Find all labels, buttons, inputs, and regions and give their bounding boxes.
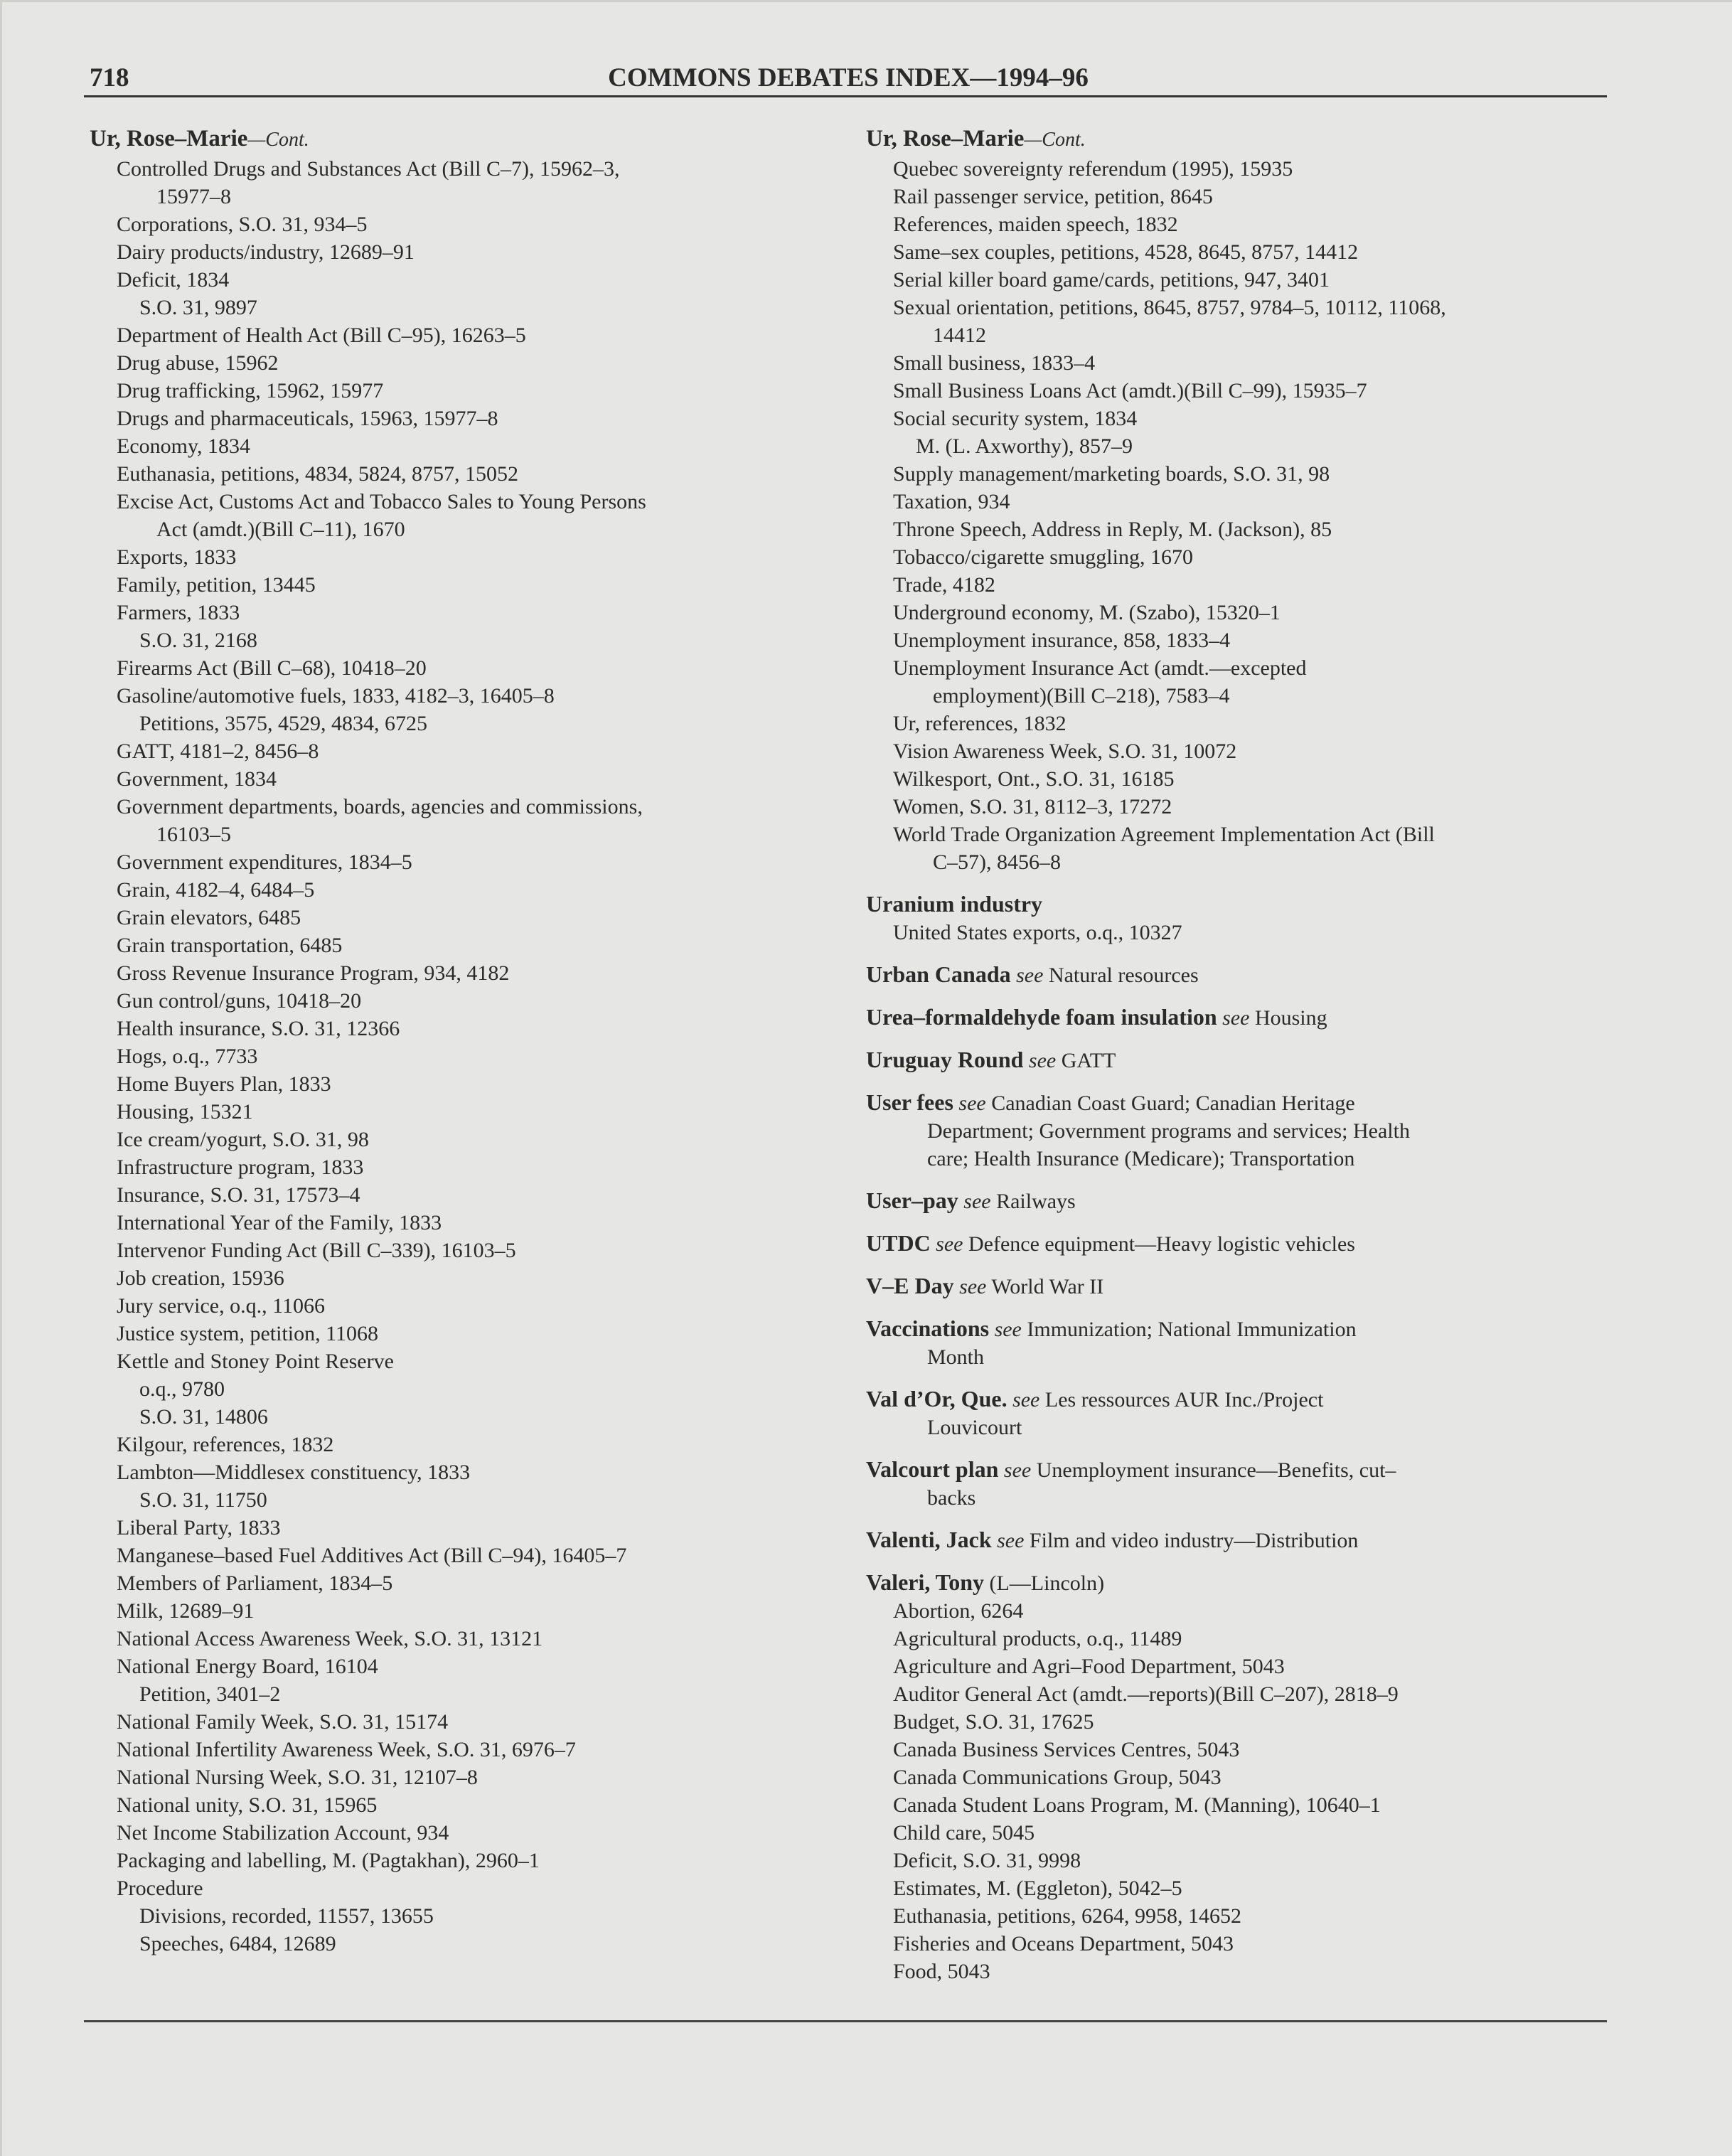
- see-reference-target: Les ressources AUR Inc./Project: [1044, 1388, 1324, 1411]
- index-subentry: Department of Health Act (Bill C–95), 16263–5: [117, 324, 526, 347]
- index-subentry: 14412: [933, 324, 986, 347]
- index-subentry: S.O. 31, 2168: [139, 629, 257, 652]
- index-subentry: References, maiden speech, 1832: [893, 213, 1178, 236]
- index-subentry: Louvicourt: [927, 1416, 1022, 1439]
- index-subentry: Food, 5043: [893, 1960, 990, 1983]
- index-subentry: o.q., 9780: [139, 1377, 225, 1401]
- index-subentry: Kettle and Stoney Point Reserve: [117, 1350, 394, 1373]
- index-subentry: Small Business Loans Act (amdt.)(Bill C–99), 15935–7: [893, 379, 1367, 402]
- index-entry: [866, 1456, 1627, 1512]
- index-subentry: Throne Speech, Address in Reply, M. (Jackson), 85: [893, 518, 1332, 541]
- index-entry: [866, 1089, 1627, 1173]
- entry-list: [866, 890, 1627, 1985]
- index-entry: [866, 1229, 1627, 1258]
- entry-name: Vaccinations: [866, 1316, 990, 1341]
- index-entry-line: [866, 1272, 1627, 1301]
- index-subentry: Grain transportation, 6485: [117, 934, 343, 957]
- page-number: 718: [90, 63, 129, 92]
- see-reference-label: see: [958, 1092, 986, 1115]
- index-subentry: S.O. 31, 9897: [139, 296, 257, 319]
- index-subentry: Controlled Drugs and Substances Act (Bill C–7), 15962–3,: [117, 157, 620, 181]
- entry-affiliation: (L—Lincoln): [989, 1571, 1105, 1595]
- index-subentry: Farmers, 1833: [117, 601, 240, 624]
- index-subentry: Taxation, 934: [893, 490, 1010, 513]
- index-subentry: GATT, 4181–2, 8456–8: [117, 740, 319, 763]
- index-subentry: Firearms Act (Bill C–68), 10418–20: [117, 656, 427, 680]
- see-reference-label: see: [1012, 1388, 1040, 1411]
- index-subentry: S.O. 31, 14806: [139, 1405, 268, 1429]
- index-subentry: Exports, 1833: [117, 545, 237, 569]
- index-subentry: Jury service, o.q., 11066: [117, 1294, 325, 1318]
- entry-name: Urban Canada: [866, 961, 1011, 987]
- index-subentry: Petition, 3401–2: [139, 1682, 281, 1706]
- index-entry: [866, 1385, 1627, 1441]
- index-subentry: Vision Awareness Week, S.O. 31, 10072: [893, 740, 1237, 763]
- entry-name: Ur, Rose–Marie: [866, 126, 1025, 151]
- index-subentry: Infrastructure program, 1833: [117, 1156, 364, 1179]
- index-subentry: Agricultural products, o.q., 11489: [893, 1627, 1182, 1650]
- entry-name: Urea–formaldehyde foam insulation: [866, 1004, 1217, 1030]
- index-subentry: Hogs, o.q., 7733: [117, 1045, 258, 1068]
- index-subentry: S.O. 31, 11750: [139, 1488, 267, 1512]
- index-subentry: Milk, 12689–91: [117, 1599, 255, 1623]
- index-subentry: Procedure: [117, 1877, 203, 1900]
- index-subentry: backs: [927, 1486, 976, 1510]
- entry-name: Uranium industry: [866, 891, 1043, 917]
- index-subentry: Family, petition, 13445: [117, 573, 316, 597]
- index-subentry: Serial killer board game/cards, petitions, 947, 3401: [893, 268, 1330, 292]
- see-reference-label: see: [994, 1318, 1022, 1341]
- index-subentry: Government expenditures, 1834–5: [117, 850, 412, 874]
- index-subentry: Drugs and pharmaceuticals, 15963, 15977–8: [117, 407, 498, 430]
- page-edge: [0, 0, 2, 2156]
- header-rule: [84, 95, 1607, 97]
- index-entry-line: [866, 1089, 1627, 1117]
- index-subentry: Government departments, boards, agencies and commissions,: [117, 795, 643, 818]
- see-reference-label: see: [1016, 964, 1044, 987]
- index-subentry: Deficit, S.O. 31, 9998: [893, 1849, 1081, 1872]
- index-subentry: Justice system, petition, 11068: [117, 1322, 379, 1345]
- see-reference-label: see: [1222, 1006, 1250, 1030]
- entry-name: V–E Day: [866, 1273, 954, 1298]
- index-subentry: Same–sex couples, petitions, 4528, 8645, 8757, 14412: [893, 240, 1359, 264]
- index-subentry: Economy, 1834: [117, 434, 251, 458]
- index-subentry: 16103–5: [156, 823, 231, 846]
- index-subentry: Ur, references, 1832: [893, 712, 1067, 735]
- index-subentry: Canada Student Loans Program, M. (Manning), 10640–1: [893, 1793, 1381, 1817]
- see-reference-target: Film and video industry—Distribution: [1029, 1529, 1359, 1552]
- index-subentry: Dairy products/industry, 12689–91: [117, 240, 415, 264]
- index-subentry: Auditor General Act (amdt.—reports)(Bill C–207), 2818–9: [893, 1682, 1399, 1706]
- index-subentry: 15977–8: [156, 185, 231, 208]
- index-entry-line: [866, 890, 1627, 919]
- left-column: [90, 125, 850, 1958]
- index-subentry: Corporations, S.O. 31, 934–5: [117, 213, 368, 236]
- index-subentry: International Year of the Family, 1833: [117, 1211, 442, 1234]
- index-entry: [866, 961, 1627, 989]
- index-entry-line: [866, 1229, 1627, 1258]
- index-subentry: World Trade Organization Agreement Implementation Act (Bill: [893, 823, 1435, 846]
- index-subentry: Unemployment insurance, 858, 1833–4: [893, 629, 1231, 652]
- see-reference-target: Housing: [1254, 1006, 1327, 1030]
- index-subentry: employment)(Bill C–218), 7583–4: [933, 684, 1230, 708]
- continued-tag: —Cont.: [1024, 129, 1086, 151]
- index-subentry: Budget, S.O. 31, 17625: [893, 1710, 1094, 1734]
- index-subentry: Abortion, 6264: [893, 1599, 1024, 1623]
- index-subentry: Gun control/guns, 10418–20: [117, 989, 362, 1013]
- footer-rule: [84, 2020, 1607, 2022]
- index-subentry: Excise Act, Customs Act and Tobacco Sales to Young Persons: [117, 490, 646, 513]
- right-column: [866, 125, 1627, 1985]
- see-reference-target: Canadian Coast Guard; Canadian Heritage: [991, 1092, 1355, 1115]
- index-subentry: Net Income Stabilization Account, 934: [117, 1821, 449, 1845]
- index-subentry: Drug abuse, 15962: [117, 351, 279, 375]
- index-subentry: Agriculture and Agri–Food Department, 5043: [893, 1655, 1285, 1678]
- see-reference-target: GATT: [1061, 1049, 1116, 1072]
- index-entry: [866, 1187, 1627, 1215]
- index-subentry: Fisheries and Oceans Department, 5043: [893, 1932, 1234, 1955]
- index-subentry: Grain elevators, 6485: [117, 906, 301, 929]
- index-subentry: National unity, S.O. 31, 15965: [117, 1793, 378, 1817]
- index-subentry: Estimates, M. (Eggleton), 5042–5: [893, 1877, 1182, 1900]
- entry-name: Valcourt plan: [866, 1456, 999, 1482]
- index-subentry: Insurance, S.O. 31, 17573–4: [117, 1183, 360, 1207]
- index-subentry: Packaging and labelling, M. (Pagtakhan), 2960–1: [117, 1849, 540, 1872]
- see-reference-label: see: [936, 1232, 963, 1256]
- index-subentry: Speeches, 6484, 12689: [139, 1932, 336, 1955]
- index-subentry: Sexual orientation, petitions, 8645, 8757, 9784–5, 10112, 11068,: [893, 296, 1446, 319]
- see-reference-label: see: [1028, 1049, 1057, 1072]
- see-reference-label: see: [963, 1190, 991, 1213]
- entry-name: Ur, Rose–Marie: [90, 126, 248, 151]
- page-edge: [0, 0, 1732, 2]
- see-reference-label: see: [1003, 1458, 1032, 1482]
- index-subentry: Canada Business Services Centres, 5043: [893, 1738, 1240, 1761]
- index-subentry: Gasoline/automotive fuels, 1833, 4182–3, 16405–8: [117, 684, 555, 708]
- see-reference-label: see: [997, 1529, 1025, 1552]
- see-reference-target: Immunization; National Immunization: [1027, 1318, 1357, 1341]
- index-subentry: Manganese–based Fuel Additives Act (Bill C–94), 16405–7: [117, 1544, 627, 1567]
- index-subentry: Rail passenger service, petition, 8645: [893, 185, 1213, 208]
- index-subentry: Divisions, recorded, 11557, 13655: [139, 1904, 434, 1928]
- subentry-list: [90, 155, 850, 1958]
- index-subentry: Petitions, 3575, 4529, 4834, 6725: [139, 712, 428, 735]
- index-entry-line: [866, 1569, 1627, 1597]
- index-subentry: M. (L. Axworthy), 857–9: [916, 434, 1133, 458]
- index-subentry: Small business, 1833–4: [893, 351, 1096, 375]
- see-reference-label: see: [959, 1275, 987, 1298]
- index-subentry: Grain, 4182–4, 6484–5: [117, 878, 315, 902]
- entry-name: UTDC: [866, 1230, 931, 1256]
- index-subentry: Liberal Party, 1833: [117, 1516, 281, 1539]
- see-reference-target: World War II: [991, 1275, 1104, 1298]
- index-subentry: Quebec sovereignty referendum (1995), 15935: [893, 157, 1293, 181]
- index-subentry: National Nursing Week, S.O. 31, 12107–8: [117, 1766, 478, 1789]
- index-subentry: Euthanasia, petitions, 6264, 9958, 14652: [893, 1904, 1241, 1928]
- index-subentry: Unemployment Insurance Act (amdt.—excepted: [893, 656, 1307, 680]
- index-entry-line: [866, 1456, 1627, 1484]
- index-entry-line: [866, 1315, 1627, 1343]
- index-subentry: National Energy Board, 16104: [117, 1655, 378, 1678]
- see-reference-target: Defence equipment—Heavy logistic vehicles: [968, 1232, 1355, 1256]
- continued-tag: —Cont.: [247, 129, 309, 151]
- index-subentry: Trade, 4182: [893, 573, 995, 597]
- index-entry-line: [866, 961, 1627, 989]
- index-entry: [866, 1526, 1627, 1554]
- index-entry: [866, 1315, 1627, 1371]
- index-subentry: Job creation, 15936: [117, 1266, 284, 1290]
- index-subentry: care; Health Insurance (Medicare); Transportation: [927, 1147, 1355, 1170]
- index-subentry: Government, 1834: [117, 767, 277, 791]
- index-subentry: Drug trafficking, 15962, 15977: [117, 379, 384, 402]
- index-subentry: Lambton—Middlesex constituency, 1833: [117, 1461, 471, 1484]
- index-subentry: National Infertility Awareness Week, S.O. 31, 6976–7: [117, 1738, 576, 1761]
- entry-name: User–pay: [866, 1188, 958, 1213]
- index-subentry: Health insurance, S.O. 31, 12366: [117, 1017, 400, 1040]
- see-reference-target: Unemployment insurance—Benefits, cut–: [1036, 1458, 1396, 1482]
- index-subentry: Members of Parliament, 1834–5: [117, 1571, 393, 1595]
- index-subentry: Deficit, 1834: [117, 268, 230, 292]
- index-subentry: Social security system, 1834: [893, 407, 1138, 430]
- index-subentry: National Access Awareness Week, S.O. 31, 13121: [117, 1627, 543, 1650]
- index-entry-line: [866, 1526, 1627, 1554]
- index-entry: [866, 1272, 1627, 1301]
- index-subentry: Canada Communications Group, 5043: [893, 1766, 1222, 1789]
- index-subentry: Kilgour, references, 1832: [117, 1433, 334, 1456]
- see-reference-target: Natural resources: [1048, 964, 1199, 987]
- index-entry-line: [866, 1187, 1627, 1215]
- index-entry: [866, 890, 1627, 946]
- index-subentry: Wilkesport, Ont., S.O. 31, 16185: [893, 767, 1175, 791]
- index-subentry: Month: [927, 1345, 985, 1369]
- see-reference-target: Railways: [996, 1190, 1076, 1213]
- index-subentry: C–57), 8456–8: [933, 850, 1061, 874]
- entry-name: Uruguay Round: [866, 1047, 1024, 1072]
- running-head: COMMONS DEBATES INDEX—1994–96: [608, 63, 1089, 92]
- index-entry: [866, 1569, 1627, 1985]
- subentry-list: [866, 155, 1627, 876]
- index-subentry: Ice cream/yogurt, S.O. 31, 98: [117, 1128, 369, 1151]
- index-subentry: Child care, 5045: [893, 1821, 1035, 1845]
- index-subentry: Intervenor Funding Act (Bill C–339), 16103–5: [117, 1239, 516, 1262]
- index-entry: [866, 1003, 1627, 1032]
- index-entry: [866, 1046, 1627, 1074]
- index-entry-line: [866, 1046, 1627, 1074]
- index-subentry: United States exports, o.q., 10327: [893, 921, 1182, 944]
- index-subentry: Department; Government programs and services; Health: [927, 1119, 1410, 1143]
- index-subentry: National Family Week, S.O. 31, 15174: [117, 1710, 449, 1734]
- index-subentry: Supply management/marketing boards, S.O. 31, 98: [893, 462, 1330, 486]
- index-subentry: Act (amdt.)(Bill C–11), 1670: [156, 518, 405, 541]
- entry-name: User fees: [866, 1089, 953, 1115]
- index-subentry: Gross Revenue Insurance Program, 934, 4182: [117, 961, 510, 985]
- index-subentry: Euthanasia, petitions, 4834, 5824, 8757, 15052: [117, 462, 518, 486]
- entry-heading: [866, 125, 1627, 154]
- index-subentry: Tobacco/cigarette smuggling, 1670: [893, 545, 1193, 569]
- entry-heading: [90, 125, 850, 154]
- index-subentry: Underground economy, M. (Szabo), 15320–1: [893, 601, 1281, 624]
- entry-name: Val d’Or, Que.: [866, 1386, 1007, 1411]
- index-subentry: Women, S.O. 31, 8112–3, 17272: [893, 795, 1172, 818]
- index-subentry: Home Buyers Plan, 1833: [117, 1072, 331, 1096]
- index-entry-line: [866, 1003, 1627, 1032]
- entry-name: Valeri, Tony: [866, 1569, 984, 1595]
- index-subentry: Housing, 15321: [117, 1100, 253, 1124]
- entry-name: Valenti, Jack: [866, 1527, 992, 1552]
- page-header: [90, 58, 1607, 95]
- index-entry-line: [866, 1385, 1627, 1414]
